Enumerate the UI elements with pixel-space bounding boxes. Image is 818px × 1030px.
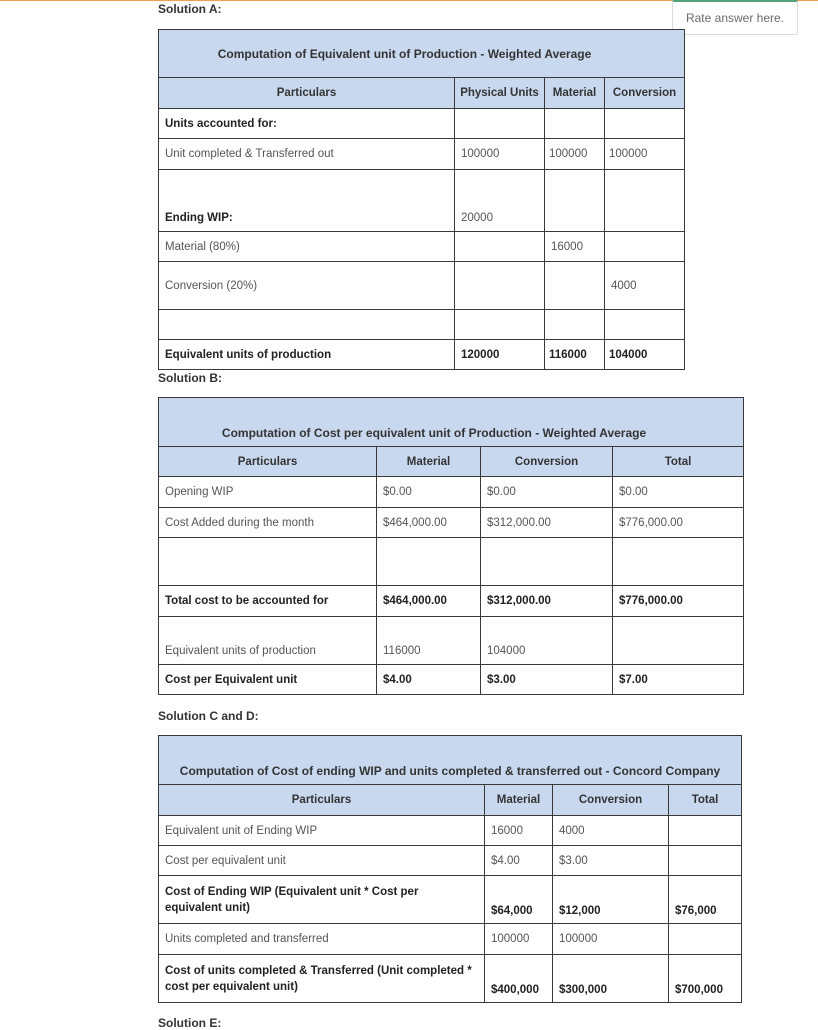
col-header-material: Material bbox=[545, 78, 605, 109]
cell-total bbox=[669, 846, 742, 876]
table-row bbox=[159, 170, 685, 232]
cell-physical: 20000 bbox=[455, 170, 545, 232]
row-label: Cost Added during the month bbox=[159, 508, 377, 538]
row-label: Equivalent unit of Ending WIP bbox=[159, 816, 485, 846]
cell-conversion: 104000 bbox=[605, 340, 685, 370]
cell-material: $400,000 bbox=[485, 955, 553, 1003]
table-row bbox=[159, 477, 744, 508]
cell-material: 100000 bbox=[545, 139, 605, 170]
table-row bbox=[159, 617, 744, 665]
cell-conversion bbox=[605, 310, 685, 340]
cell-material: $4.00 bbox=[377, 665, 481, 695]
ending-wip-cost-table bbox=[158, 735, 742, 1003]
table-title: Computation of Cost per equivalent unit of Production - Weighted Average bbox=[159, 398, 744, 447]
col-header-material: Material bbox=[377, 447, 481, 477]
cell-conversion: 4000 bbox=[605, 262, 685, 310]
cell-total: $776,000.00 bbox=[613, 508, 744, 538]
row-label: Ending WIP: bbox=[159, 170, 455, 232]
row-label: Cost of Ending WIP (Equivalent unit * Cost per equivalent unit) bbox=[159, 876, 485, 924]
cell-total: $76,000 bbox=[669, 876, 742, 924]
table-row bbox=[159, 262, 685, 310]
cell-total bbox=[613, 617, 744, 665]
cell-material bbox=[545, 262, 605, 310]
cell-material bbox=[377, 538, 481, 586]
col-header-conversion: Conversion bbox=[605, 78, 685, 109]
cell-conversion: $312,000.00 bbox=[481, 508, 613, 538]
table-row bbox=[159, 876, 742, 924]
row-label: Unit completed & Transferred out bbox=[159, 139, 455, 170]
cell-total bbox=[669, 924, 742, 955]
col-header-particulars: Particulars bbox=[159, 447, 377, 477]
cell-physical: 120000 bbox=[455, 340, 545, 370]
cell-conversion bbox=[605, 109, 685, 139]
cell-conversion: $300,000 bbox=[553, 955, 669, 1003]
cell-material bbox=[545, 310, 605, 340]
cell-total bbox=[613, 538, 744, 586]
row-label: Equivalent units of production bbox=[159, 617, 377, 665]
cell-material: $64,000 bbox=[485, 876, 553, 924]
cell-material: 116000 bbox=[377, 617, 481, 665]
cell-material: $464,000.00 bbox=[377, 508, 481, 538]
solution-b-label: Solution B: bbox=[158, 371, 222, 385]
row-label bbox=[159, 310, 455, 340]
col-header-total: Total bbox=[613, 447, 744, 477]
table-row bbox=[159, 109, 685, 139]
cell-material: $0.00 bbox=[377, 477, 481, 508]
cell-material bbox=[545, 170, 605, 232]
cell-material bbox=[545, 109, 605, 139]
solution-e-label: Solution E: bbox=[158, 1016, 222, 1030]
cell-conversion: 100000 bbox=[553, 924, 669, 955]
cell-material: $464,000.00 bbox=[377, 586, 481, 617]
cell-physical: 100000 bbox=[455, 139, 545, 170]
table-row bbox=[159, 232, 685, 262]
table-row bbox=[159, 816, 742, 846]
row-label: Units completed and transferred bbox=[159, 924, 485, 955]
cell-conversion bbox=[605, 170, 685, 232]
cell-physical bbox=[455, 109, 545, 139]
cell-physical bbox=[455, 262, 545, 310]
row-label: Units accounted for: bbox=[159, 109, 455, 139]
row-label: Cost per Equivalent unit bbox=[159, 665, 377, 695]
cell-total: $7.00 bbox=[613, 665, 744, 695]
row-label: Equivalent units of production bbox=[159, 340, 455, 370]
cell-total: $700,000 bbox=[669, 955, 742, 1003]
col-header-particulars: Particulars bbox=[159, 78, 455, 109]
col-header-conversion: Conversion bbox=[481, 447, 613, 477]
col-header-physical-units: Physical Units bbox=[455, 78, 545, 109]
rate-answer-button[interactable]: Rate answer here. bbox=[672, 0, 798, 35]
row-label: Cost per equivalent unit bbox=[159, 846, 485, 876]
cell-conversion: $312,000.00 bbox=[481, 586, 613, 617]
cell-material: 16000 bbox=[485, 816, 553, 846]
cell-physical bbox=[455, 310, 545, 340]
row-label bbox=[159, 538, 377, 586]
row-label: Material (80%) bbox=[159, 232, 455, 262]
equivalent-units-table bbox=[158, 29, 685, 370]
solution-cd-label: Solution C and D: bbox=[158, 709, 259, 723]
col-header-total: Total bbox=[669, 785, 742, 816]
cell-material: $4.00 bbox=[485, 846, 553, 876]
solution-a-label: Solution A: bbox=[158, 2, 222, 16]
table-title: Computation of Cost of ending WIP and units completed & transferred out - Concord Company bbox=[159, 736, 742, 785]
table-row bbox=[159, 924, 742, 955]
cell-material: 116000 bbox=[545, 340, 605, 370]
cell-conversion: 104000 bbox=[481, 617, 613, 665]
cell-conversion: $3.00 bbox=[481, 665, 613, 695]
cell-material: 100000 bbox=[485, 924, 553, 955]
cell-total: $776,000.00 bbox=[613, 586, 744, 617]
table-row bbox=[159, 846, 742, 876]
table-row bbox=[159, 586, 744, 617]
table-row bbox=[159, 340, 685, 370]
cell-physical bbox=[455, 232, 545, 262]
cell-conversion: $0.00 bbox=[481, 477, 613, 508]
table-row bbox=[159, 665, 744, 695]
cell-material: 16000 bbox=[545, 232, 605, 262]
row-label: Conversion (20%) bbox=[159, 262, 455, 310]
row-label: Total cost to be accounted for bbox=[159, 586, 377, 617]
table-row bbox=[159, 538, 744, 586]
row-label: Opening WIP bbox=[159, 477, 377, 508]
table-row bbox=[159, 508, 744, 538]
cell-total bbox=[669, 816, 742, 846]
cell-conversion: 4000 bbox=[553, 816, 669, 846]
cell-conversion bbox=[605, 232, 685, 262]
col-header-material: Material bbox=[485, 785, 553, 816]
cell-conversion: $3.00 bbox=[553, 846, 669, 876]
table-row bbox=[159, 955, 742, 1003]
cell-conversion bbox=[481, 538, 613, 586]
table-row bbox=[159, 310, 685, 340]
table-row bbox=[159, 139, 685, 170]
cell-conversion: $12,000 bbox=[553, 876, 669, 924]
cell-total: $0.00 bbox=[613, 477, 744, 508]
row-label: Cost of units completed & Transferred (Unit completed * cost per equivalent unit) bbox=[159, 955, 485, 1003]
table-title: Computation of Equivalent unit of Production - Weighted Average bbox=[159, 30, 685, 78]
cost-per-unit-table bbox=[158, 397, 744, 695]
col-header-conversion: Conversion bbox=[553, 785, 669, 816]
col-header-particulars: Particulars bbox=[159, 785, 485, 816]
cell-conversion: 100000 bbox=[605, 139, 685, 170]
